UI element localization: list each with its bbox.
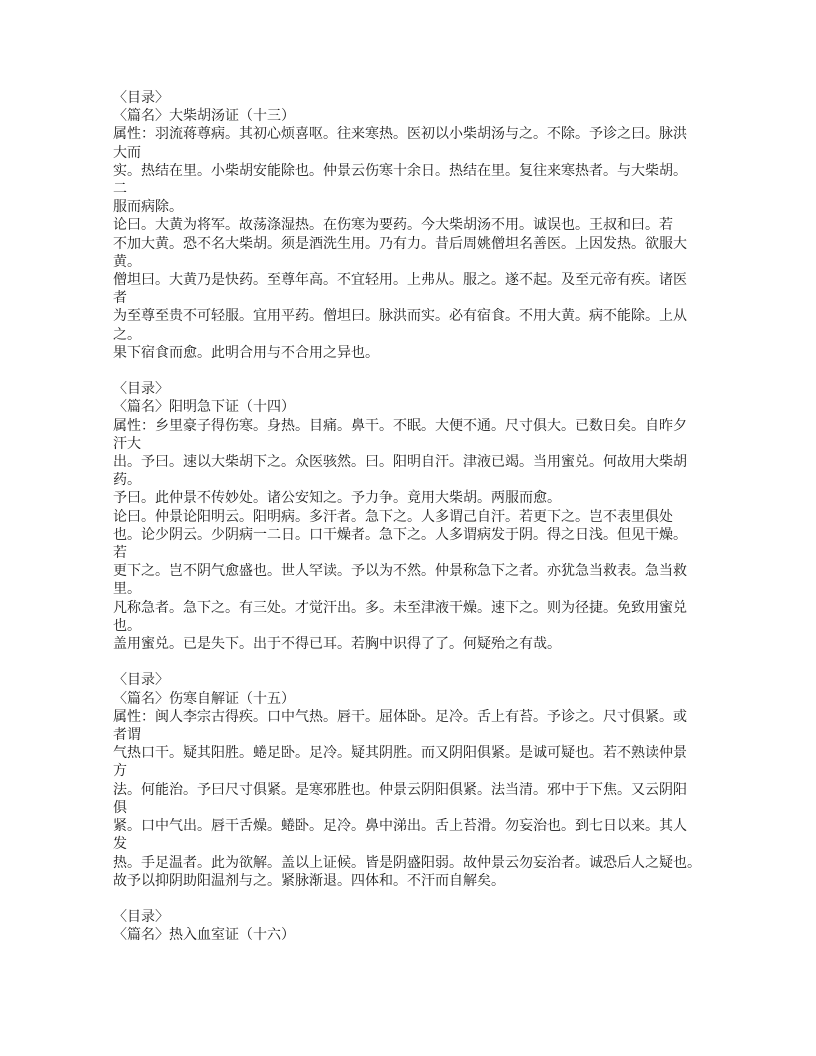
toc-marker: 〈目录〉 xyxy=(113,382,169,398)
text-line: 汗大 xyxy=(113,436,141,452)
text-line: 也。 xyxy=(113,618,141,634)
text-line: 僧坦曰。大黄乃是快药。至尊年高。不宜轻用。上弗从。服之。遂不起。及至元帝有疾。诸医 xyxy=(113,273,687,289)
document-section xyxy=(113,672,763,890)
text-line: 论曰。大黄为将军。故荡涤湿热。在伤寒为要药。今大柴胡汤不用。诚误也。王叔和曰。若 xyxy=(113,218,673,234)
document-section xyxy=(113,909,763,945)
text-line: 法。何能治。予曰尺寸俱紧。是寒邪胜也。仲景云阴阳俱紧。法当清。邪中于下焦。又云阴阳 xyxy=(113,782,687,798)
text-line: 也。论少阴云。少阴病一二日。口干燥者。急下之。人多谓病发于阴。得之日浅。但见干燥。 xyxy=(113,527,687,543)
section-title: 〈篇名〉大柴胡汤证（十三） xyxy=(113,109,295,125)
text-line: 实。热结在里。小柴胡安能除也。仲景云伤寒十余日。热结在里。复往来寒热者。与大柴胡。 xyxy=(113,163,687,179)
text-line: 属性：闽人李宗古得疾。口中气热。唇干。屈体卧。足冷。舌上有苔。予诊之。尺寸俱紧。或 xyxy=(113,709,687,725)
text-line: 黄。 xyxy=(113,254,141,270)
text-line: 之。 xyxy=(113,327,141,343)
text-line: 方 xyxy=(113,764,127,780)
toc-marker: 〈目录〉 xyxy=(113,91,169,106)
text-line: 服而病除。 xyxy=(113,200,183,216)
section-title: 〈篇名〉伤寒自解证（十五） xyxy=(113,691,295,707)
section-title: 〈篇名〉热入血室证（十六） xyxy=(113,928,295,944)
text-line: 药。 xyxy=(113,473,141,489)
text-line: 里。 xyxy=(113,582,141,598)
text-line: 二 xyxy=(113,182,127,198)
text-line: 若 xyxy=(113,546,127,562)
section-title: 〈篇名〉阳明急下证（十四） xyxy=(113,400,295,416)
text-line: 故予以抑阴助阳温剂与之。紧脉渐退。四体和。不汗而自解矣。 xyxy=(113,873,505,889)
toc-marker: 〈目录〉 xyxy=(113,910,169,926)
text-line: 热。手足温者。此为欲解。盖以上证候。皆是阴盛阳弱。故仲景云勿妄治者。诚恐后人之疑也。 xyxy=(113,855,701,871)
text-line: 者 xyxy=(113,291,127,307)
text-line: 者谓 xyxy=(113,728,141,744)
text-line: 属性：乡里豪子得伤寒。身热。目痛。鼻干。不眠。大便不通。尺寸俱大。已数日矣。自昨夕 xyxy=(113,418,687,434)
document-content xyxy=(113,90,763,946)
text-line: 予曰。此仲景不传妙处。诸公安知之。予力争。竟用大柴胡。两服而愈。 xyxy=(113,491,561,507)
text-line: 更下之。岂不阴气愈盛也。世人罕读。予以为不然。仲景称急下之者。亦犹急当救表。急当救 xyxy=(113,564,687,580)
text-line: 出。予曰。速以大柴胡下之。众医骇然。曰。阳明自汗。津液已竭。当用蜜兑。何故用大柴胡 xyxy=(113,455,687,471)
text-line: 气热口干。疑其阳胜。蜷足卧。足冷。疑其阴胜。而又阴阳俱紧。是诚可疑也。若不熟读仲景 xyxy=(113,746,687,762)
document-section xyxy=(113,90,763,363)
text-line: 论曰。仲景论阳明云。阳明病。多汗者。急下之。人多谓己自汗。若更下之。岂不表里俱处 xyxy=(113,509,673,525)
text-line: 凡称急者。急下之。有三处。才觉汗出。多。未至津液干燥。速下之。则为径捷。免致用蜜兑 xyxy=(113,600,687,616)
text-line: 果下宿食而愈。此明合用与不合用之异也。 xyxy=(113,345,379,361)
text-line: 盖用蜜兑。已是失下。出于不得已耳。若胸中识得了了。何疑殆之有哉。 xyxy=(113,637,561,653)
text-line: 属性：羽流蒋尊病。其初心烦喜呕。往来寒热。医初以小柴胡汤与之。不除。予诊之曰。脉洪 xyxy=(113,127,687,143)
text-line: 紧。口中气出。唇干舌燥。蜷卧。足冷。鼻中涕出。舌上苔滑。勿妄治也。到七日以来。其人 xyxy=(113,819,687,835)
text-line: 为至尊至贵不可轻服。宜用平药。僧坦曰。脉洪而实。必有宿食。不用大黄。病不能除。上从 xyxy=(113,309,687,325)
text-line: 发 xyxy=(113,837,127,853)
text-line: 大而 xyxy=(113,145,141,161)
document-section xyxy=(113,381,763,654)
text-line: 不加大黄。恐不名大柴胡。须是酒洗生用。乃有力。昔后周姚僧坦名善医。上因发热。欲服大 xyxy=(113,236,687,252)
text-line: 俱 xyxy=(113,800,127,816)
toc-marker: 〈目录〉 xyxy=(113,673,169,689)
